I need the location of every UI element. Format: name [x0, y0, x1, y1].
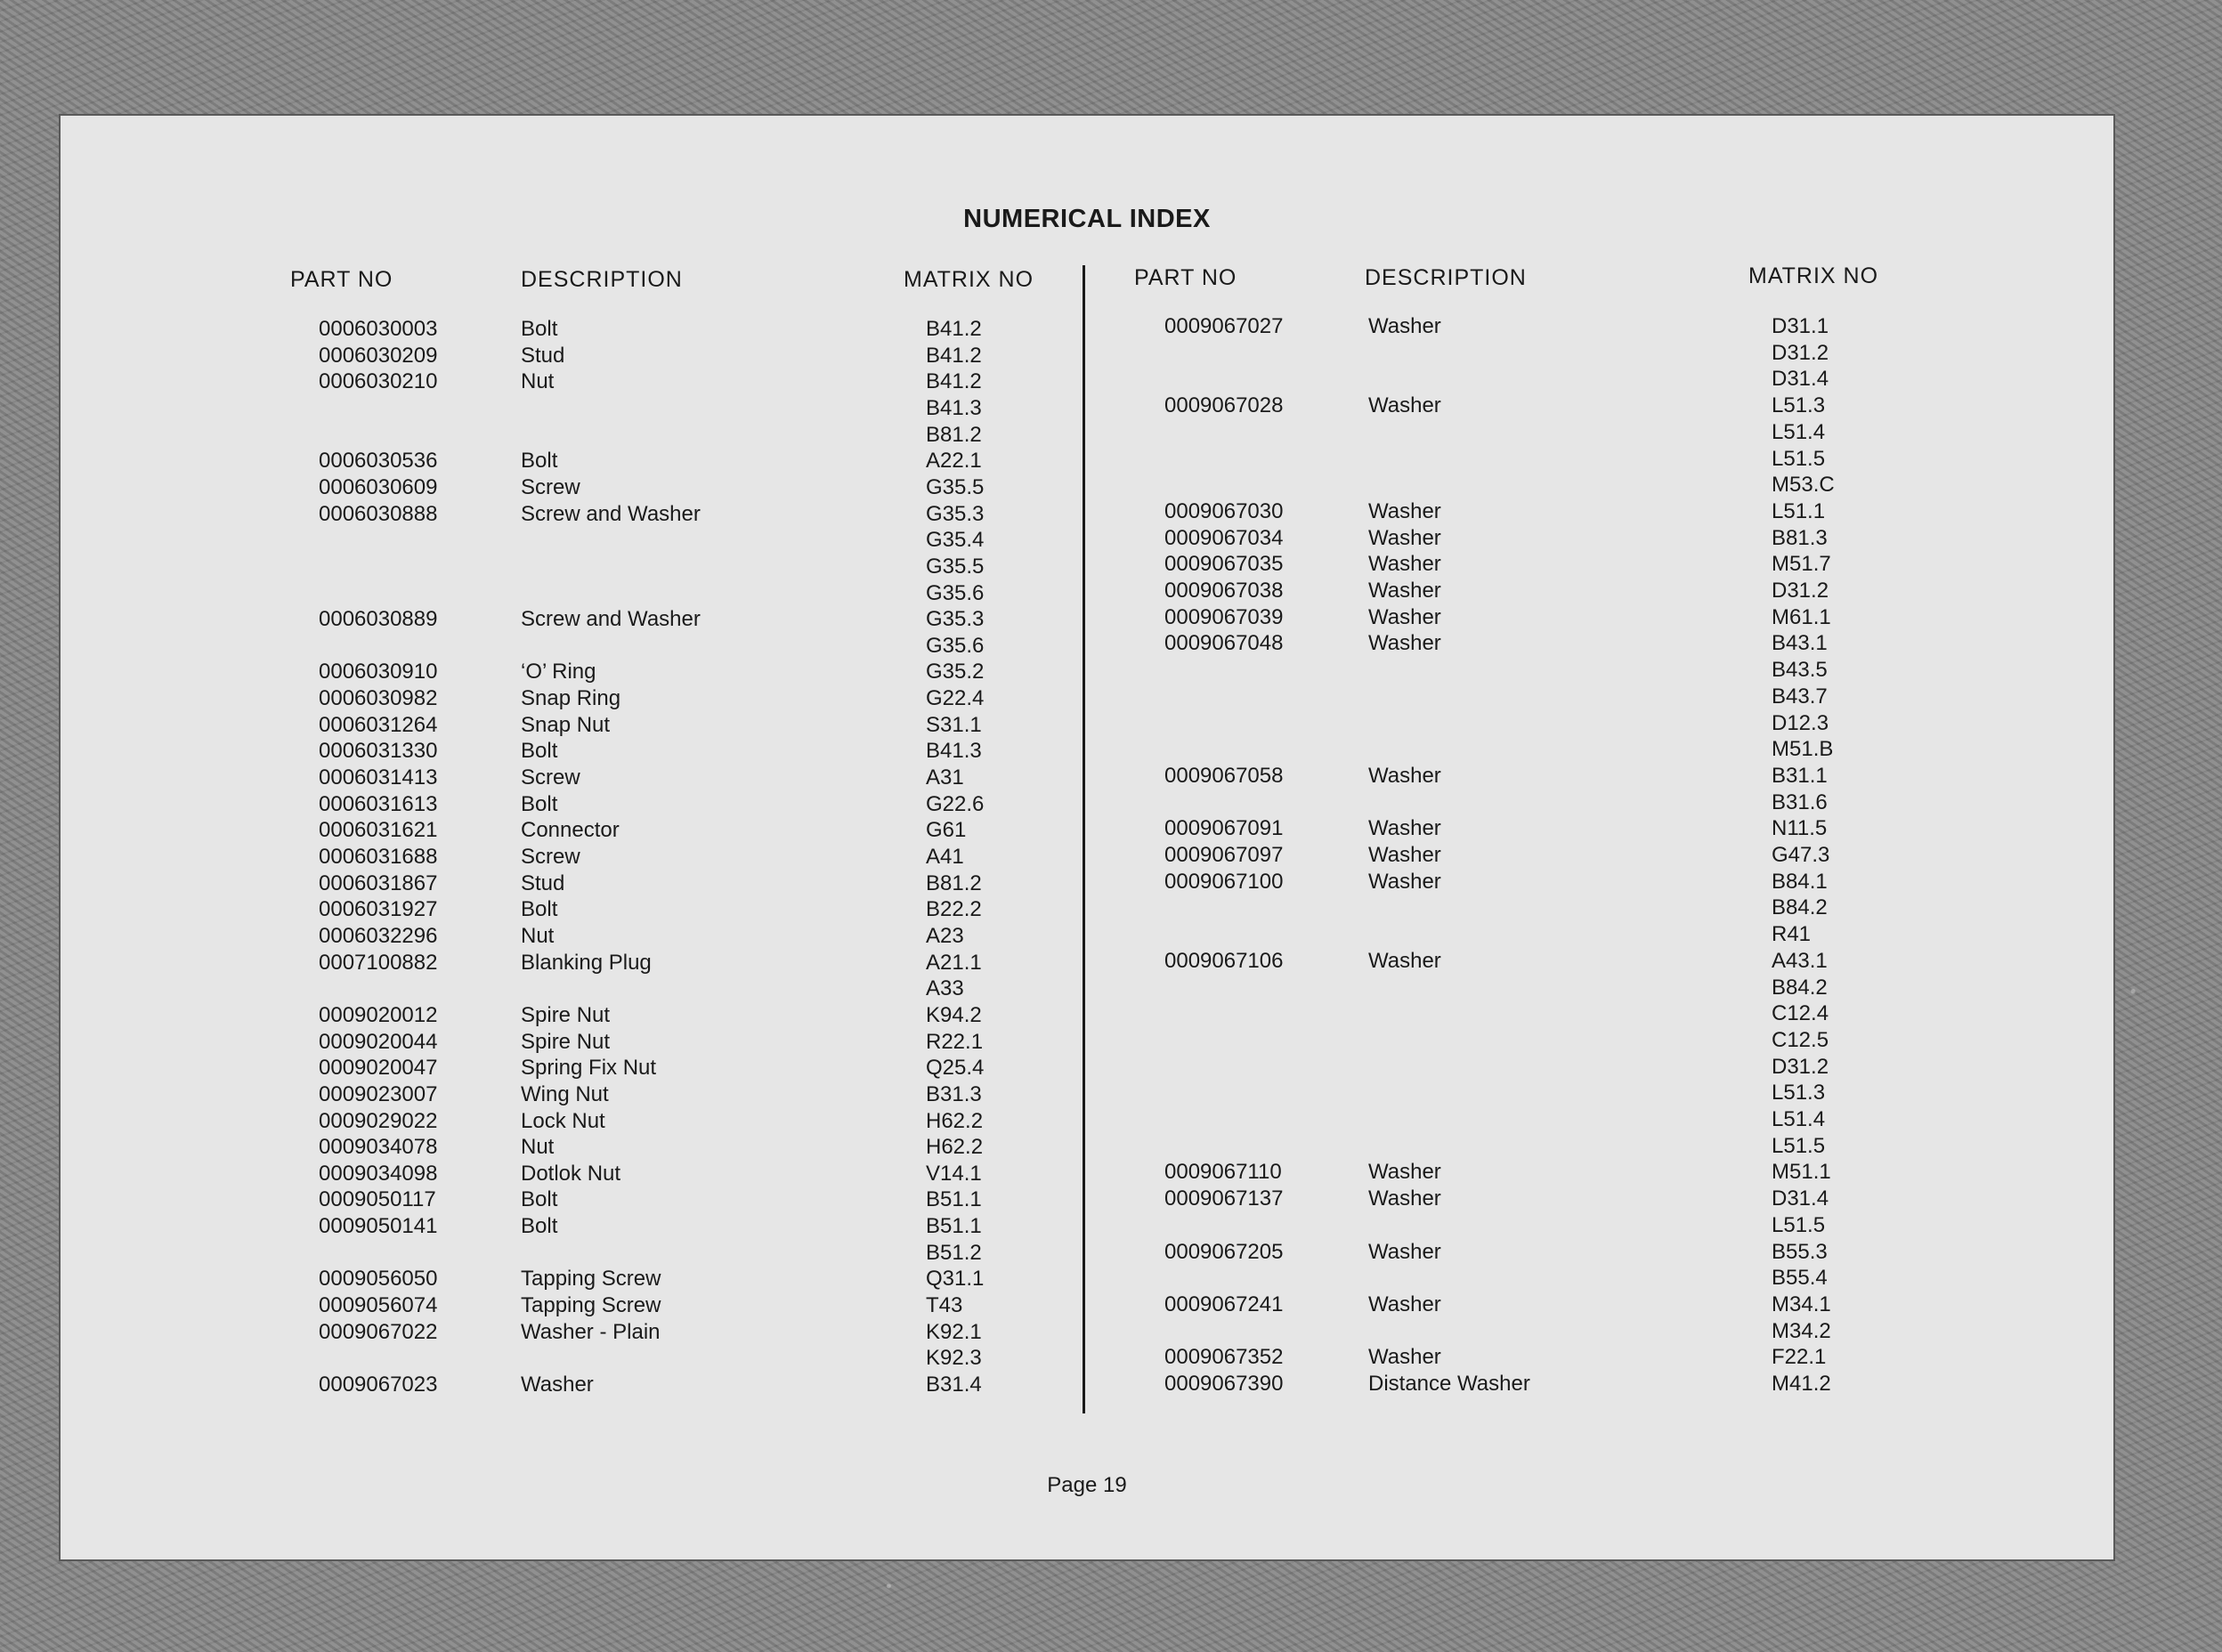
- right-description-cell: Washer: [1368, 816, 1441, 841]
- right-matrix-number-cell: B43.7: [1772, 684, 1828, 709]
- right-table-row: [61, 1027, 2113, 1054]
- left-description-cell: Stud: [521, 343, 565, 368]
- right-header-part-no: PART NO: [1134, 265, 1237, 290]
- left-description-cell: Dotlok Nut: [521, 1161, 621, 1186]
- right-part-number-cell: 0009067097: [1164, 843, 1284, 867]
- right-table-row: [61, 815, 2113, 842]
- left-matrix-number-cell: A33: [926, 976, 964, 1001]
- right-table-row: [61, 736, 2113, 763]
- left-part-number-cell: 0009020044: [319, 1029, 438, 1054]
- right-matrix-number-cell: D31.2: [1772, 1054, 1829, 1079]
- right-part-number-cell: 0009067205: [1164, 1239, 1284, 1264]
- left-part-number-cell: 0006031867: [319, 871, 438, 895]
- right-matrix-number-cell: L51.1: [1772, 498, 1826, 523]
- right-matrix-number-cell: B31.6: [1772, 790, 1828, 814]
- left-description-cell: Screw: [521, 474, 580, 499]
- left-matrix-number-cell: G35.2: [926, 660, 985, 684]
- page-title: NUMERICAL INDEX: [963, 205, 1211, 233]
- right-table-row: [61, 551, 2113, 578]
- right-table-row: [61, 313, 2113, 340]
- right-part-number-cell: 0009067030: [1164, 498, 1284, 523]
- right-table-row: [61, 1212, 2113, 1239]
- right-table-row: [61, 1239, 2113, 1266]
- right-description-cell: Washer: [1368, 763, 1441, 788]
- left-description-cell: Blanking Plug: [521, 950, 652, 975]
- right-description-cell: Washer: [1368, 498, 1441, 523]
- left-description-cell: Bolt: [521, 1187, 558, 1212]
- right-table-row: [61, 1054, 2113, 1081]
- left-description-cell: Nut: [521, 1135, 555, 1160]
- right-part-number-cell: 0009067039: [1164, 604, 1284, 629]
- right-part-number-cell: 0009067038: [1164, 579, 1284, 603]
- left-part-number-cell: 0009020047: [319, 1056, 438, 1081]
- right-table-row: [61, 975, 2113, 1001]
- left-matrix-number-cell: G22.4: [926, 686, 985, 711]
- right-description-cell: Washer: [1368, 552, 1441, 577]
- right-table-row: [61, 1292, 2113, 1318]
- left-matrix-number-cell: G35.5: [926, 474, 985, 499]
- left-matrix-number-cell: A41: [926, 845, 964, 869]
- left-description-cell: Connector: [521, 818, 620, 843]
- left-part-number-cell: 0009034098: [319, 1161, 438, 1186]
- left-matrix-number-cell: B51.1: [926, 1187, 982, 1212]
- right-matrix-number-cell: D31.4: [1772, 1186, 1829, 1211]
- right-table-row: [61, 472, 2113, 498]
- right-matrix-number-cell: M51.7: [1772, 552, 1831, 577]
- left-description-cell: Bolt: [521, 791, 558, 816]
- left-description-cell: Bolt: [521, 1214, 558, 1239]
- right-table-row: [61, 630, 2113, 657]
- right-matrix-number-cell: B84.1: [1772, 869, 1828, 894]
- left-part-number-cell: 0009056050: [319, 1267, 438, 1292]
- left-part-number-cell: 0006030910: [319, 660, 438, 684]
- left-matrix-number-cell: A31: [926, 765, 964, 790]
- left-matrix-number-cell: B41.3: [926, 395, 982, 420]
- left-matrix-number-cell: A23: [926, 923, 964, 948]
- right-description-cell: Washer: [1368, 525, 1441, 550]
- left-matrix-number-cell: H62.2: [926, 1108, 984, 1133]
- right-matrix-number-cell: B43.5: [1772, 658, 1828, 683]
- left-part-number-cell: 0006030889: [319, 607, 438, 632]
- left-matrix-number-cell: G35.3: [926, 607, 985, 632]
- right-table-row: [61, 578, 2113, 604]
- right-description-cell: Washer: [1368, 1186, 1441, 1211]
- right-description-cell: Washer: [1368, 1160, 1441, 1185]
- right-matrix-number-cell: B84.2: [1772, 895, 1828, 920]
- right-part-number-cell: 0009067048: [1164, 631, 1284, 656]
- left-matrix-number-cell: B51.1: [926, 1214, 982, 1239]
- left-part-number-cell: 0006030982: [319, 686, 438, 711]
- right-matrix-number-cell: M34.2: [1772, 1318, 1831, 1343]
- right-table-row: [61, 842, 2113, 869]
- left-part-number-cell: 0009029022: [319, 1108, 438, 1133]
- right-table-row: [61, 710, 2113, 737]
- left-part-number-cell: 0006031621: [319, 818, 438, 843]
- left-part-number-cell: 0009050141: [319, 1214, 438, 1239]
- left-matrix-number-cell: K92.3: [926, 1346, 982, 1371]
- left-part-number-cell: 0006030003: [319, 317, 438, 341]
- left-matrix-number-cell: B81.2: [926, 871, 982, 895]
- right-table-row: [61, 1186, 2113, 1212]
- right-description-cell: Distance Washer: [1368, 1372, 1530, 1396]
- left-part-number-cell: 0009056074: [319, 1293, 438, 1318]
- right-matrix-number-cell: B31.1: [1772, 763, 1828, 788]
- left-matrix-number-cell: S31.1: [926, 712, 982, 737]
- right-part-number-cell: 0009067100: [1164, 869, 1284, 894]
- left-description-cell: Stud: [521, 871, 565, 895]
- right-matrix-number-cell: C12.5: [1772, 1027, 1829, 1052]
- right-matrix-number-cell: A43.1: [1772, 948, 1828, 973]
- right-matrix-number-cell: M51.B: [1772, 737, 1834, 762]
- right-description-cell: Washer: [1368, 1345, 1441, 1370]
- right-table-row: [61, 1344, 2113, 1371]
- right-table-row: [61, 1159, 2113, 1186]
- left-description-cell: Tapping Screw: [521, 1293, 661, 1318]
- right-description-cell: Washer: [1368, 1239, 1441, 1264]
- right-table-row: [61, 1000, 2113, 1027]
- right-description-cell: Washer: [1368, 393, 1441, 418]
- left-description-cell: Screw and Washer: [521, 501, 701, 526]
- right-description-cell: Washer: [1368, 604, 1441, 629]
- left-description-cell: Washer: [521, 1373, 594, 1397]
- right-matrix-number-cell: D31.1: [1772, 314, 1829, 338]
- right-header-matrix-no: MATRIX NO: [1748, 263, 1879, 288]
- left-matrix-number-cell: B31.4: [926, 1373, 982, 1397]
- left-matrix-number-cell: Q25.4: [926, 1056, 985, 1081]
- left-description-cell: Snap Ring: [521, 686, 621, 711]
- right-table-row: [61, 1106, 2113, 1133]
- left-description-cell: Spring Fix Nut: [521, 1056, 657, 1081]
- right-matrix-number-cell: B84.2: [1772, 975, 1828, 1000]
- right-table-row: [61, 366, 2113, 393]
- right-table-row: [61, 1080, 2113, 1106]
- right-part-number-cell: 0009067058: [1164, 763, 1284, 788]
- left-part-number-cell: 0006032296: [319, 923, 438, 948]
- left-description-cell: Screw: [521, 845, 580, 869]
- right-matrix-number-cell: D31.2: [1772, 340, 1829, 365]
- left-description-cell: Nut: [521, 923, 555, 948]
- left-description-cell: Bolt: [521, 317, 558, 341]
- left-header-description: DESCRIPTION: [521, 267, 683, 292]
- left-matrix-number-cell: B41.2: [926, 317, 982, 341]
- left-matrix-number-cell: R22.1: [926, 1029, 984, 1054]
- right-table-row: [61, 604, 2113, 631]
- left-part-number-cell: 0006031330: [319, 739, 438, 764]
- right-description-cell: Washer: [1368, 1292, 1441, 1316]
- right-matrix-number-cell: L51.5: [1772, 1212, 1826, 1237]
- left-part-number-cell: 0007100882: [319, 950, 438, 975]
- left-header-part-no: PART NO: [290, 267, 393, 292]
- left-description-cell: Spire Nut: [521, 1029, 611, 1054]
- left-part-number-cell: 0006030210: [319, 369, 438, 394]
- left-description-cell: Spire Nut: [521, 1002, 611, 1027]
- right-table-row: [61, 1318, 2113, 1345]
- left-matrix-number-cell: G61: [926, 818, 967, 843]
- right-matrix-number-cell: F22.1: [1772, 1345, 1827, 1370]
- left-matrix-number-cell: B51.2: [926, 1240, 982, 1265]
- left-matrix-number-cell: G35.6: [926, 580, 985, 605]
- right-matrix-number-cell: M53.C: [1772, 473, 1835, 498]
- left-part-number-cell: 0009067022: [319, 1319, 438, 1344]
- right-matrix-number-cell: L51.4: [1772, 419, 1826, 444]
- right-table-row: [61, 446, 2113, 473]
- left-part-number-cell: 0006030536: [319, 449, 438, 474]
- right-header-description: DESCRIPTION: [1365, 265, 1527, 290]
- right-matrix-number-cell: B55.3: [1772, 1239, 1828, 1264]
- right-matrix-number-cell: M51.1: [1772, 1160, 1831, 1185]
- right-part-number-cell: 0009067241: [1164, 1292, 1284, 1316]
- right-description-cell: Washer: [1368, 579, 1441, 603]
- right-table-row: [61, 657, 2113, 684]
- left-matrix-number-cell: T43: [926, 1293, 963, 1318]
- left-description-cell: Wing Nut: [521, 1081, 609, 1106]
- right-matrix-number-cell: L51.5: [1772, 1133, 1826, 1158]
- left-description-cell: Snap Nut: [521, 712, 611, 737]
- right-description-cell: Washer: [1368, 948, 1441, 973]
- right-table-row: [61, 1371, 2113, 1397]
- left-matrix-number-cell: A22.1: [926, 449, 982, 474]
- left-part-number-cell: 0009050117: [319, 1187, 436, 1212]
- left-part-number-cell: 0009034078: [319, 1135, 438, 1160]
- left-part-number-cell: 0009020012: [319, 1002, 438, 1027]
- right-table-row: [61, 498, 2113, 525]
- left-matrix-number-cell: K94.2: [926, 1002, 982, 1027]
- left-description-cell: Washer - Plain: [521, 1319, 661, 1344]
- left-description-cell: ‘O’ Ring: [521, 660, 596, 684]
- left-description-cell: Bolt: [521, 897, 558, 922]
- right-description-cell: Washer: [1368, 631, 1441, 656]
- left-header-matrix-no: MATRIX NO: [904, 267, 1034, 292]
- left-description-cell: Bolt: [521, 449, 558, 474]
- left-description-cell: Nut: [521, 369, 555, 394]
- right-part-number-cell: 0009067390: [1164, 1372, 1284, 1396]
- right-matrix-number-cell: C12.4: [1772, 1001, 1829, 1026]
- left-matrix-number-cell: B41.2: [926, 343, 982, 368]
- right-part-number-cell: 0009067027: [1164, 314, 1284, 338]
- left-matrix-number-cell: B41.2: [926, 369, 982, 394]
- right-matrix-number-cell: D31.4: [1772, 367, 1829, 392]
- right-matrix-number-cell: M41.2: [1772, 1372, 1831, 1396]
- right-matrix-number-cell: M34.1: [1772, 1292, 1831, 1316]
- right-matrix-number-cell: D12.3: [1772, 710, 1829, 735]
- left-description-cell: Lock Nut: [521, 1108, 605, 1133]
- right-matrix-number-cell: B43.1: [1772, 631, 1828, 656]
- right-table-row: [61, 393, 2113, 419]
- right-table-row: [61, 948, 2113, 975]
- right-matrix-number-cell: L51.4: [1772, 1107, 1826, 1131]
- left-matrix-number-cell: G35.4: [926, 528, 985, 553]
- left-part-number-cell: 0006031927: [319, 897, 438, 922]
- document-page: [61, 116, 2113, 1559]
- right-matrix-number-cell: L51.3: [1772, 1081, 1826, 1105]
- left-matrix-number-cell: B81.2: [926, 422, 982, 447]
- left-part-number-cell: 0009067023: [319, 1373, 438, 1397]
- left-matrix-number-cell: A21.1: [926, 950, 982, 975]
- left-part-number-cell: 0006031413: [319, 765, 438, 790]
- right-matrix-number-cell: B55.4: [1772, 1266, 1828, 1291]
- right-matrix-number-cell: R41: [1772, 922, 1812, 947]
- right-description-cell: Washer: [1368, 843, 1441, 867]
- right-table-row: [61, 1133, 2113, 1160]
- right-part-number-cell: 0009067352: [1164, 1345, 1284, 1370]
- right-table-row: [61, 869, 2113, 895]
- left-part-number-cell: 0006031613: [319, 791, 438, 816]
- right-part-number-cell: 0009067137: [1164, 1186, 1284, 1211]
- left-part-number-cell: 0006030209: [319, 343, 438, 368]
- left-part-number-cell: 0006030609: [319, 474, 438, 499]
- right-matrix-number-cell: M61.1: [1772, 604, 1831, 629]
- right-part-number-cell: 0009067034: [1164, 525, 1284, 550]
- left-matrix-number-cell: G35.3: [926, 501, 985, 526]
- right-table-row: [61, 525, 2113, 552]
- left-part-number-cell: 0009023007: [319, 1081, 438, 1106]
- right-description-cell: Washer: [1368, 314, 1441, 338]
- right-part-number-cell: 0009067091: [1164, 816, 1284, 841]
- right-table-row: [61, 790, 2113, 816]
- left-matrix-number-cell: Q31.1: [926, 1267, 985, 1292]
- left-description-cell: Screw and Washer: [521, 607, 701, 632]
- right-table-row: [61, 921, 2113, 948]
- right-table-row: [61, 763, 2113, 790]
- left-matrix-number-cell: G35.6: [926, 633, 985, 658]
- right-matrix-number-cell: L51.5: [1772, 446, 1826, 471]
- right-table-row: [61, 684, 2113, 710]
- left-description-cell: Tapping Screw: [521, 1267, 661, 1292]
- right-part-number-cell: 0009067028: [1164, 393, 1284, 418]
- left-matrix-number-cell: G35.5: [926, 554, 985, 579]
- left-matrix-number-cell: B31.3: [926, 1081, 982, 1106]
- right-table-row: [61, 1265, 2113, 1292]
- left-part-number-cell: 0006031688: [319, 845, 438, 869]
- right-table-row: [61, 419, 2113, 446]
- right-part-number-cell: 0009067110: [1164, 1160, 1282, 1185]
- page-number: Page 19: [1047, 1473, 1127, 1497]
- right-matrix-number-cell: N11.5: [1772, 816, 1828, 841]
- left-matrix-number-cell: B41.3: [926, 739, 982, 764]
- left-matrix-number-cell: G22.6: [926, 791, 985, 816]
- right-matrix-number-cell: D31.2: [1772, 579, 1829, 603]
- left-description-cell: Bolt: [521, 739, 558, 764]
- left-matrix-number-cell: V14.1: [926, 1161, 982, 1186]
- right-matrix-number-cell: G47.3: [1772, 843, 1830, 867]
- right-part-number-cell: 0009067035: [1164, 552, 1284, 577]
- left-part-number-cell: 0006031264: [319, 712, 438, 737]
- right-matrix-number-cell: L51.3: [1772, 393, 1826, 418]
- right-description-cell: Washer: [1368, 869, 1441, 894]
- right-table-row: [61, 340, 2113, 367]
- left-part-number-cell: 0006030888: [319, 501, 438, 526]
- left-matrix-number-cell: K92.1: [926, 1319, 982, 1344]
- right-part-number-cell: 0009067106: [1164, 948, 1284, 973]
- right-matrix-number-cell: B81.3: [1772, 525, 1828, 550]
- left-matrix-number-cell: B22.2: [926, 897, 982, 922]
- left-description-cell: Screw: [521, 765, 580, 790]
- right-table-row: [61, 895, 2113, 921]
- left-matrix-number-cell: H62.2: [926, 1135, 984, 1160]
